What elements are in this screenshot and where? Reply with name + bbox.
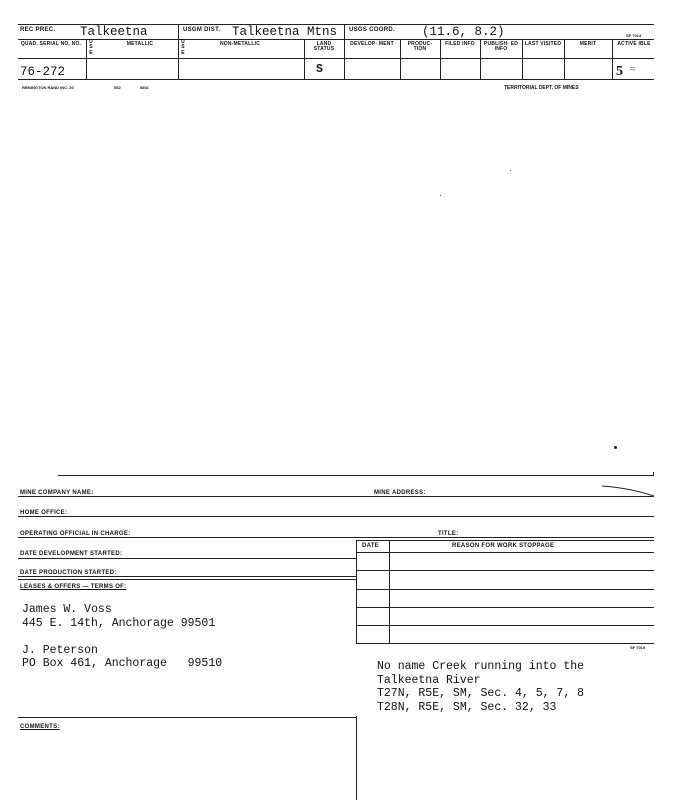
land-status-value: S xyxy=(316,63,323,76)
date-prod-label: DATE PRODUCTION STARTED: xyxy=(20,570,117,576)
torn-edge-mark xyxy=(600,484,656,498)
operating-official-label: OPERATING OFFICIAL IN CHARGE: xyxy=(20,531,131,537)
reason-col-label: REASON FOR WORK STOPPAGE xyxy=(452,543,555,549)
col-use-2: U S E xyxy=(181,39,185,56)
title-label: TITLE: xyxy=(438,531,459,537)
col-active: ACTIVE IBLE xyxy=(617,41,651,47)
date-col-label: DATE xyxy=(362,543,380,549)
leases-label: LEASES & OFFERS — TERMS OF: xyxy=(20,584,127,590)
serial-value: 76-272 xyxy=(20,65,66,79)
form-code-top: SF 7014 xyxy=(626,33,642,38)
location-note-1: No name Creek running into the xyxy=(377,660,585,673)
owner-1-name: James W. Voss xyxy=(22,603,112,616)
dept-line: TERRITORIAL DEPT. OF MINES xyxy=(504,85,579,91)
col-filed-info: FILED INFO xyxy=(445,41,475,47)
usgs-coord-value: (11.6, 8.2) xyxy=(422,25,505,39)
owner-1-address: 445 E. 14th, Anchorage 99501 xyxy=(22,617,216,630)
location-note-2: Talkeetna River xyxy=(377,674,481,687)
usgs-coord-label: USGS COORD. xyxy=(349,27,395,33)
usgm-dist-label: USGM DIST. xyxy=(183,27,221,33)
col-use-1: U S E xyxy=(89,39,93,56)
home-office-label: HOME OFFICE: xyxy=(20,510,68,516)
printer-line: REMINGTON RAND INC. 20 xyxy=(22,85,74,90)
usgm-dist-value: Talkeetna Mtns xyxy=(232,25,338,39)
pencil-scribble-icon: ≈ xyxy=(630,64,636,75)
date-dev-label: DATE DEVELOPMENT STARTED: xyxy=(20,551,123,557)
col-published-info: PUBLISH- ED INFO xyxy=(483,41,519,53)
col-production: PRODUC- TION xyxy=(407,41,433,53)
col-development: DEVELOP- MENT xyxy=(350,41,394,47)
ink-speck xyxy=(510,170,511,171)
owner-2-name: J. Peterson xyxy=(22,644,98,657)
ink-speck xyxy=(614,446,617,449)
col-last-visited: LAST VISITED xyxy=(524,41,562,47)
mine-address-label: MINE ADDRESS: xyxy=(374,490,426,496)
col-non-metallic: NON-METALLIC xyxy=(219,41,261,47)
col-quad-serial: QUAD. SERIAL NO. NO. xyxy=(20,41,82,47)
location-note-4: T28N, R5E, SM, Sec. 32, 33 xyxy=(377,701,557,714)
active-mark: 5 xyxy=(616,64,623,79)
col-metallic: METALLIC xyxy=(126,41,154,47)
col-merit: MERIT xyxy=(579,41,597,47)
col-land-status: LAND STATUS xyxy=(313,41,335,53)
ink-speck xyxy=(440,195,441,196)
location-note-3: T27N, R5E, SM, Sec. 4, 5, 7, 8 xyxy=(377,687,585,700)
printer-code-1: 552 xyxy=(114,85,121,90)
owner-2-address: PO Box 461, Anchorage 99510 xyxy=(22,657,223,670)
printer-code-2: 5801 xyxy=(140,85,149,90)
comments-label: COMMENTS: xyxy=(20,724,60,730)
rec-prec-label: REC PREC. xyxy=(20,27,56,33)
mine-company-label: MINE COMPANY NAME: xyxy=(20,490,94,496)
rec-prec-value: Talkeetna xyxy=(80,25,148,39)
form-code-bottom: SF 7015 xyxy=(630,645,646,650)
